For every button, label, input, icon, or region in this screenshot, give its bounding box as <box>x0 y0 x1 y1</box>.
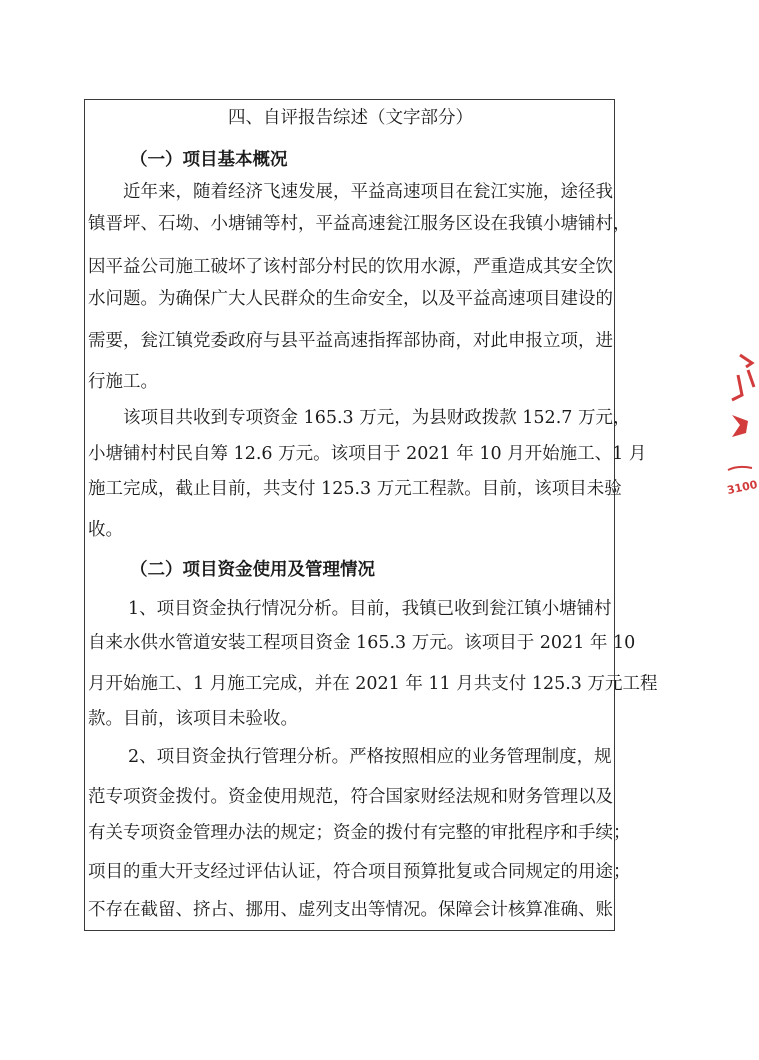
paragraph-3-line: 自来水供水管道安装工程项目资金 165.3 万元。该项目于 2021 年 10 <box>88 633 636 653</box>
paragraph-2-line: 施工完成，截止目前，共支付 125.3 万元工程款。目前，该项目未验 <box>88 479 622 499</box>
paragraph-2-line: 收。 <box>88 520 123 540</box>
paragraph-4-line: 范专项资金拨付。资金使用规范，符合国家财经法规和财务管理以及 <box>88 787 613 807</box>
paragraph-1-line: 因平益公司施工破坏了该村部分村民的饮用水源，严重造成其安全饮 <box>88 257 613 277</box>
section-title: 四、自评报告综述（文字部分） <box>228 108 473 128</box>
paragraph-2-line: 小塘铺村村民自筹 12.6 万元。该项目于 2021 年 10 月开始施工、1 月 <box>88 444 647 464</box>
document-frame <box>84 99 658 931</box>
paragraph-2-line: 该项目共收到专项资金 165.3 万元，为县财政拨款 152.7 万元， <box>123 408 631 428</box>
paragraph-1-line: 行施工。 <box>88 372 158 392</box>
paragraph-1-line: 水问题。为确保广大人民群众的生命安全，以及平益高速项目建设的 <box>88 289 613 309</box>
paragraph-1-line: 需要，瓮江镇党委政府与县平益高速指挥部协商，对此申报立项，进 <box>88 331 613 351</box>
paragraph-3-line: 款。目前，该项目未验收。 <box>88 709 298 729</box>
stamp-serial-text: 3100 <box>725 477 759 498</box>
paragraph-4-line: 2、项目资金执行管理分析。严格按照相应的业务管理制度，规 <box>128 747 612 767</box>
paragraph-1-line: 近年来，随着经济飞速发展，平益高速项目在瓮江实施，途径我 <box>123 182 613 202</box>
paragraph-1-line: 镇晋坪、石坳、小塘铺等村，平益高速瓮江服务区设在我镇小塘铺村， <box>88 214 631 234</box>
paragraph-3-line: 1、项目资金执行情况分析。目前，我镇已收到瓮江镇小塘铺村 <box>128 599 612 619</box>
subsection-heading-2: （二）项目资金使用及管理情况 <box>130 560 375 580</box>
paragraph-4-line: 有关专项资金管理办法的规定；资金的拨付有完整的审批程序和手续； <box>88 823 631 843</box>
subsection-heading-1: （一）项目基本概况 <box>130 150 288 170</box>
paragraph-4-line: 不存在截留、挤占、挪用、虚列支出等情况。保障会计核算准确、账 <box>88 900 613 920</box>
paragraph-4-line: 项目的重大开支经过评估认证，符合项目预算批复或合同规定的用途； <box>88 862 631 882</box>
paragraph-3-line: 月开始施工、1 月施工完成，并在 2021 年 11 月共支付 125.3 万元工程 <box>88 674 658 694</box>
